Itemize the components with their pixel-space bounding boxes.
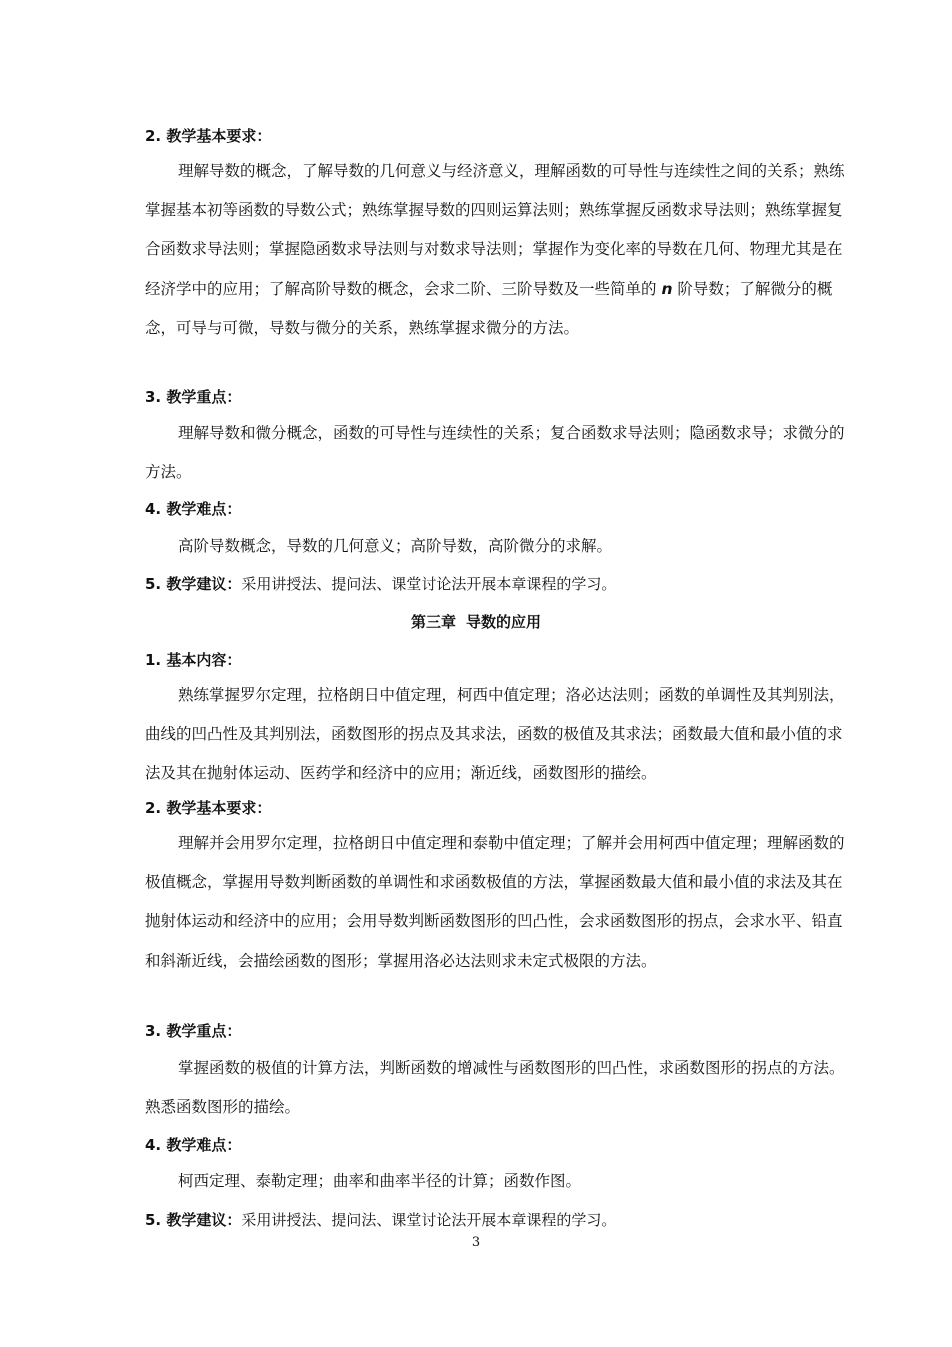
chapter3-heading-suggestions: 5. 教学建议：采用讲授法、提问法、课堂讨论法开展本章课程的学习。: [145, 1211, 617, 1229]
chapter3-heading-difficulties: 4. 教学难点：: [145, 1136, 242, 1154]
chapter3-heading-content: 1. 基本内容：: [145, 651, 242, 669]
section-heading-requirements: 2. 教学基本要求：: [145, 127, 272, 145]
chapter3-difficulties-paragraph: 柯西定理、泰勒定理；曲率和曲率半径的计算；函数作图。: [178, 1172, 582, 1190]
difficulties-paragraph: 高阶导数概念，导数的几何意义；高阶导数，高阶微分的求解。: [178, 537, 613, 555]
chapter3-requirements-paragraph: 理解并会用罗尔定理，拉格朗日中值定理和泰勒中值定理；了解并会用柯西中值定理；理解函数的极值概念，掌握用导数判断函数的单调性和求函数极值的方法，掌握函数最大值和最小值的求法及其在抛射体运动和经济中的应用；会用导数判断函数图形的凹凸性，会求函数图形的拐点，会求水平、铅直和斜渐近线，会描绘函数的图形；掌握用洛必达法则求未定式极限的方法。: [145, 834, 845, 970]
section-heading-key-points: 3. 教学重点：: [145, 388, 242, 406]
chapter-title: 第三章 导数的应用: [410, 613, 542, 631]
section-heading-difficulties: 4. 教学难点：: [145, 500, 242, 518]
page-number: 3: [471, 1235, 481, 1250]
chapter3-key-points-paragraph: 掌握函数的极值的计算方法，判断函数的增减性与函数图形的凹凸性，求函数图形的拐点的方法。熟悉函数图形的描绘。: [145, 1059, 845, 1117]
section-heading-suggestions: 5. 教学建议：采用讲授法、提问法、课堂讨论法开展本章课程的学习。: [145, 575, 617, 593]
chapter3-heading-requirements: 2. 教学基本要求：: [145, 799, 272, 817]
key-points-paragraph: 理解导数和微分概念，函数的可导性与连续性的关系；复合函数求导法则；隐函数求导；求微分的方法。: [145, 424, 845, 482]
chapter3-heading-key-points: 3. 教学重点：: [145, 1022, 242, 1040]
requirements-paragraph: 理解导数的概念，了解导数的几何意义与经济意义，理解函数的可导性与连续性之间的关系；熟练掌握基本初等函数的导数公式；熟练掌握导数的四则运算法则；熟练掌握反函数求导法则；熟练掌握复合函数求导法则；掌握隐函数求导法则与对数求导法则；掌握作为变化率的导数在几何、物理尤其是在经济学中的应用；了解高阶导数的概念，会求二阶、三阶导数及一些简单的 n 阶导数；了解微分的概念，可导与可微，导数与微分的关系，熟练掌握求微分的方法。: [145, 162, 845, 337]
chapter3-content-paragraph: 熟练掌握罗尔定理，拉格朗日中值定理，柯西中值定理；洛必达法则；函数的单调性及其判别法，曲线的凹凸性及其判别法，函数图形的拐点及其求法，函数的极值及其求法；函数最大值和最小值的求法及其在抛射体运动、医药学和经济中的应用；渐近线，函数图形的描绘。: [145, 686, 845, 783]
